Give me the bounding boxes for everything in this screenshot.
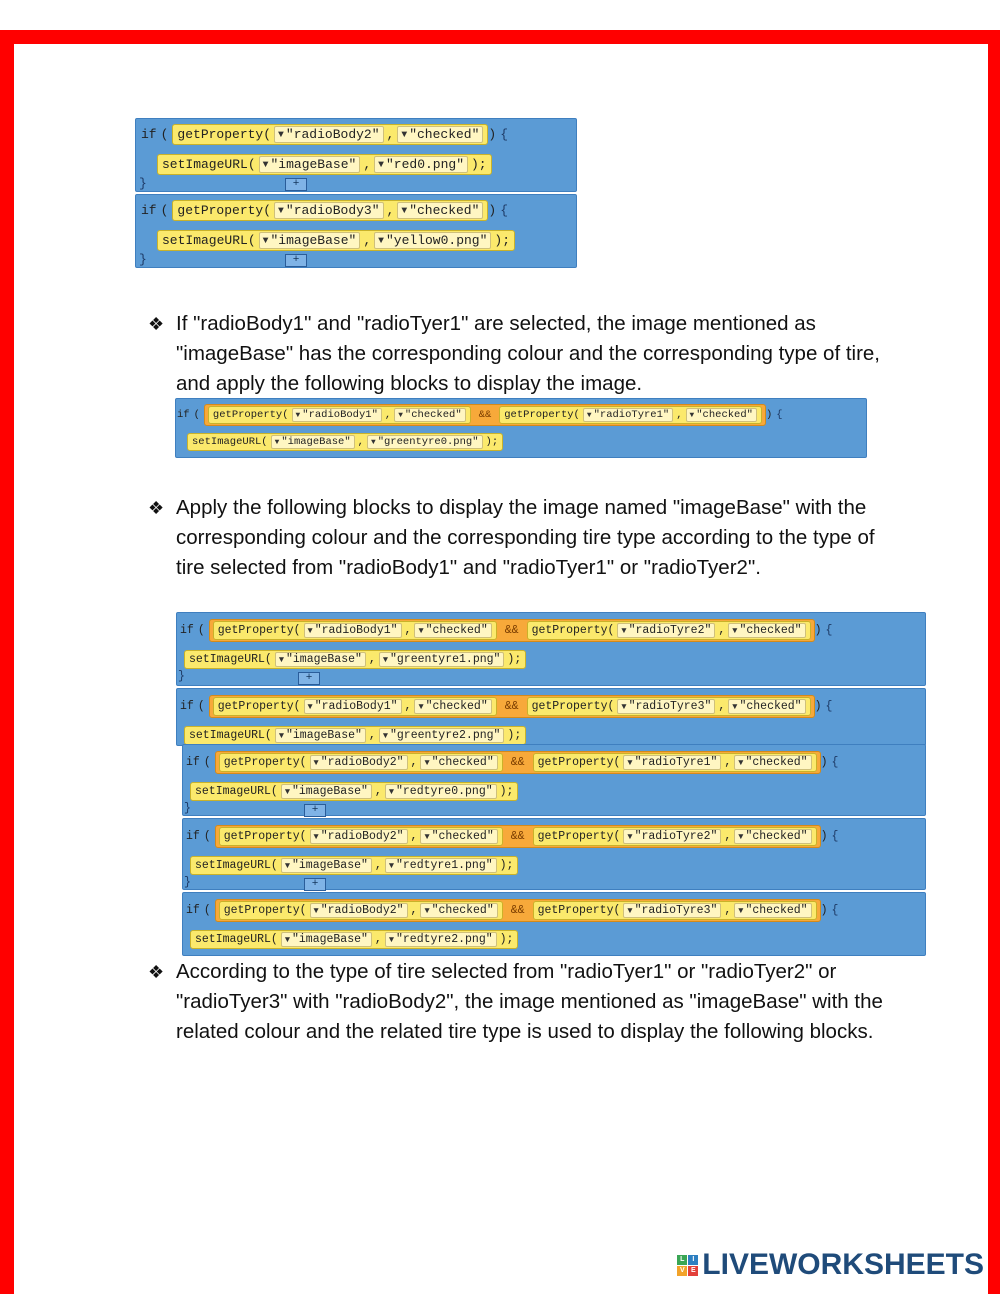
string-argument <box>275 728 366 743</box>
string-argument <box>686 408 757 422</box>
argument-value: "greentyre0.png" <box>377 436 479 448</box>
dropdown-arrow-icon: ▼ <box>262 235 269 246</box>
logo-wordmark: LIVEWORKSHEETS <box>702 1248 984 1281</box>
semicolon: ); <box>507 729 522 742</box>
comma: , <box>724 904 732 917</box>
string-argument <box>379 728 505 743</box>
paren-close: ) <box>820 830 828 843</box>
argument-value: "radioBody2" <box>320 904 404 917</box>
dropdown-arrow-icon: ▼ <box>307 701 313 712</box>
comma: , <box>724 756 732 769</box>
semicolon: ); <box>485 436 499 448</box>
argument-value: "imageBase" <box>281 436 351 448</box>
dropdown-arrow-icon: ▼ <box>738 831 744 842</box>
paren-close: ) <box>488 203 497 218</box>
comma: , <box>676 409 683 421</box>
string-argument <box>310 903 408 918</box>
function-name: getProperty( <box>212 409 289 421</box>
and-operator: && <box>504 624 519 637</box>
dropdown-arrow-icon: ▼ <box>738 757 744 768</box>
comma: , <box>404 624 412 637</box>
comma: , <box>374 859 382 872</box>
string-argument <box>397 126 483 143</box>
function-name: getProperty( <box>223 756 307 769</box>
dropdown-arrow-icon: ▼ <box>418 701 424 712</box>
argument-value: "imageBase" <box>286 729 362 742</box>
string-argument <box>385 784 497 799</box>
add-block-button[interactable]: + <box>304 878 326 891</box>
argument-value: "radioTyre1" <box>593 409 670 421</box>
string-argument <box>385 932 497 947</box>
semicolon: ); <box>471 157 487 172</box>
function-name: setImageURL( <box>162 233 256 248</box>
dropdown-arrow-icon: ▼ <box>295 410 301 420</box>
if-keyword: if <box>180 700 194 713</box>
string-argument <box>385 858 497 873</box>
dropdown-arrow-icon: ▼ <box>732 625 738 636</box>
string-argument <box>259 232 361 249</box>
argument-value: "imageBase" <box>292 933 368 946</box>
argument-value: "radioTyre1" <box>634 756 718 769</box>
paren-open: ( <box>160 203 169 218</box>
dropdown-arrow-icon: ▼ <box>382 654 388 665</box>
dropdown-arrow-icon: ▼ <box>621 625 627 636</box>
dropdown-arrow-icon: ▼ <box>424 757 430 768</box>
comma: , <box>718 700 726 713</box>
string-argument <box>374 156 468 173</box>
if-header-line <box>186 899 838 922</box>
argument-value: "radioBody2" <box>320 830 404 843</box>
string-argument <box>379 652 505 667</box>
comma: , <box>363 233 372 248</box>
argument-value: "imageBase" <box>270 157 357 172</box>
brace-open: { <box>831 830 839 843</box>
function-name: getProperty( <box>217 624 301 637</box>
brace-open: { <box>831 904 839 917</box>
instruction-text-3: According to the type of tire selected from "radioTyer1" or "radioTyer2" or "radioTyer3" with "radioBody2", the image mentioned as "imageBase" with the related colour and the related tire type is used to display the following blocks. <box>176 960 883 1043</box>
code-blocks-greentyre0 <box>175 398 867 460</box>
paren-close: ) <box>814 624 822 637</box>
string-argument <box>623 903 721 918</box>
string-argument <box>304 623 402 638</box>
and-operator: && <box>510 904 525 917</box>
function-call-block <box>190 856 518 875</box>
comma: , <box>410 830 418 843</box>
string-argument <box>734 755 811 770</box>
string-argument <box>734 829 811 844</box>
diamond-bullet-icon: ❖ <box>148 498 165 518</box>
liveworksheets-logo <box>677 1248 984 1282</box>
comma: , <box>386 127 395 142</box>
dropdown-arrow-icon: ▼ <box>278 730 284 741</box>
dropdown-arrow-icon: ▼ <box>418 625 424 636</box>
dropdown-arrow-icon: ▼ <box>313 831 319 842</box>
function-name: getProperty( <box>504 409 580 421</box>
string-argument <box>623 755 721 770</box>
function-name: getProperty( <box>537 756 621 769</box>
argument-value: "checked" <box>404 409 462 421</box>
statement-line <box>187 433 503 451</box>
function-name: setImageURL( <box>195 933 278 946</box>
function-name: getProperty( <box>537 830 621 843</box>
if-keyword: if <box>186 756 200 769</box>
function-name: getProperty( <box>223 830 307 843</box>
dropdown-arrow-icon: ▼ <box>388 860 394 871</box>
function-name: setImageURL( <box>162 157 256 172</box>
dropdown-arrow-icon: ▼ <box>398 410 403 420</box>
argument-value: "radioBody1" <box>314 700 398 713</box>
brace-open: { <box>500 127 509 142</box>
if-keyword: if <box>177 409 190 421</box>
string-argument <box>394 408 465 422</box>
add-block-button[interactable]: + <box>285 254 307 267</box>
function-name: getProperty( <box>217 700 301 713</box>
dropdown-arrow-icon: ▼ <box>307 625 313 636</box>
brace-close: } <box>178 670 185 683</box>
and-operator: && <box>510 756 525 769</box>
if-header-line <box>180 619 832 642</box>
dropdown-arrow-icon: ▼ <box>284 934 290 945</box>
dropdown-arrow-icon: ▼ <box>424 905 430 916</box>
string-argument <box>414 699 491 714</box>
comma: , <box>374 933 382 946</box>
comma: , <box>374 785 382 798</box>
string-argument <box>259 156 361 173</box>
if-keyword: if <box>180 624 194 637</box>
function-call-block <box>172 124 488 145</box>
brace-open: { <box>831 756 839 769</box>
function-name: setImageURL( <box>195 785 278 798</box>
string-argument <box>274 202 383 219</box>
and-operator: && <box>478 409 492 421</box>
logo-tiles-icon: L I V E <box>677 1255 698 1276</box>
statement-line <box>184 650 526 669</box>
string-argument <box>728 623 805 638</box>
string-argument <box>367 435 483 449</box>
function-name: getProperty( <box>531 624 615 637</box>
argument-value: "checked" <box>409 203 480 218</box>
dropdown-arrow-icon: ▼ <box>738 905 744 916</box>
and-condition-block <box>209 695 815 718</box>
paren-open: ( <box>197 624 205 637</box>
if-keyword: if <box>186 830 200 843</box>
comma: , <box>357 436 364 448</box>
dropdown-arrow-icon: ▼ <box>262 159 269 170</box>
string-argument <box>275 652 366 667</box>
comma: , <box>410 904 418 917</box>
argument-value: "checked" <box>425 700 488 713</box>
paren-close: ) <box>814 700 822 713</box>
argument-value: "radioBody2" <box>320 756 404 769</box>
add-block-button[interactable]: + <box>285 178 307 191</box>
and-operator: && <box>510 830 525 843</box>
comma: , <box>386 203 395 218</box>
function-call-block <box>213 697 497 716</box>
if-keyword: if <box>186 904 200 917</box>
function-call-block <box>190 930 518 949</box>
string-argument <box>310 829 408 844</box>
function-call-block <box>172 200 488 221</box>
statement-line <box>190 782 518 801</box>
statement-line <box>190 930 518 949</box>
string-argument <box>292 408 382 422</box>
function-call-block <box>533 753 817 772</box>
function-call-block <box>219 827 503 846</box>
dropdown-arrow-icon: ▼ <box>378 235 384 246</box>
dropdown-arrow-icon: ▼ <box>278 129 284 140</box>
diamond-bullet-icon: ❖ <box>148 962 165 982</box>
function-call-block <box>533 901 817 920</box>
function-call-block <box>499 406 762 424</box>
argument-value: "redtyre1.png" <box>396 859 493 872</box>
function-call-block <box>184 726 526 745</box>
brace-open: { <box>825 624 833 637</box>
function-call-block <box>219 753 503 772</box>
comma: , <box>718 624 726 637</box>
comma: , <box>368 653 376 666</box>
dropdown-arrow-icon: ▼ <box>621 701 627 712</box>
dropdown-arrow-icon: ▼ <box>627 831 633 842</box>
and-condition-block <box>204 404 766 426</box>
dropdown-arrow-icon: ▼ <box>401 129 408 140</box>
argument-value: "greentyre2.png" <box>390 729 501 742</box>
function-name: getProperty( <box>537 904 621 917</box>
argument-value: "yellow0.png" <box>385 233 488 248</box>
argument-value: "checked" <box>431 756 494 769</box>
string-argument <box>734 903 811 918</box>
instruction-text-1: If "radioBody1" and "radioTyer1" are selected, the image mentioned as "imageBase" has the corresponding colour and the corresponding type of tire, and apply the following blocks to display the image. <box>176 312 881 395</box>
instruction-bullet-1 <box>148 309 888 399</box>
if-keyword: if <box>141 127 157 142</box>
string-argument <box>420 903 497 918</box>
brace-close: } <box>139 252 147 267</box>
dropdown-arrow-icon: ▼ <box>370 437 376 447</box>
argument-value: "redtyre0.png" <box>396 785 493 798</box>
add-block-button[interactable]: + <box>298 672 320 685</box>
argument-value: "imageBase" <box>286 653 362 666</box>
argument-value: "radioBody1" <box>302 409 378 421</box>
function-name: setImageURL( <box>195 859 278 872</box>
brace-open: { <box>825 700 833 713</box>
function-call-block <box>184 650 526 669</box>
if-keyword: if <box>141 203 157 218</box>
argument-value: "checked" <box>745 830 808 843</box>
if-header-line <box>186 751 838 774</box>
dropdown-arrow-icon: ▼ <box>382 730 388 741</box>
brace-open: { <box>500 203 509 218</box>
dropdown-arrow-icon: ▼ <box>284 786 290 797</box>
paren-close: ) <box>765 409 773 421</box>
if-header-line <box>186 825 838 848</box>
string-argument <box>420 829 497 844</box>
instruction-bullet-3 <box>148 957 888 1047</box>
comma: , <box>384 409 392 421</box>
comma: , <box>410 756 418 769</box>
function-name: getProperty( <box>531 700 615 713</box>
function-name: setImageURL( <box>192 436 268 448</box>
string-argument <box>617 623 715 638</box>
string-argument <box>281 858 372 873</box>
string-argument <box>617 699 715 714</box>
argument-value: "radioBody3" <box>285 203 380 218</box>
string-argument <box>374 232 491 249</box>
dropdown-arrow-icon: ▼ <box>627 757 633 768</box>
string-argument <box>274 126 383 143</box>
semicolon: ); <box>507 653 522 666</box>
and-condition-block <box>215 751 821 774</box>
brace-close: } <box>184 802 191 815</box>
argument-value: "checked" <box>696 409 753 421</box>
argument-value: "checked" <box>745 904 808 917</box>
function-call-block <box>527 697 811 716</box>
string-argument <box>583 408 673 422</box>
argument-value: "radioTyre3" <box>628 700 712 713</box>
dropdown-arrow-icon: ▼ <box>401 205 408 216</box>
and-condition-block <box>209 619 815 642</box>
function-call-block <box>187 433 503 451</box>
dropdown-arrow-icon: ▼ <box>586 410 592 420</box>
function-name: getProperty( <box>177 127 272 142</box>
dropdown-arrow-icon: ▼ <box>388 934 394 945</box>
semicolon: ); <box>499 933 514 946</box>
argument-value: "imageBase" <box>292 859 368 872</box>
comma: , <box>404 700 412 713</box>
statement-line <box>157 230 515 251</box>
dropdown-arrow-icon: ▼ <box>284 860 290 871</box>
diamond-bullet-icon: ❖ <box>148 314 165 334</box>
statement-line <box>157 154 492 175</box>
function-call-block <box>190 782 518 801</box>
add-block-button[interactable]: + <box>304 804 326 817</box>
argument-value: "radioBody2" <box>285 127 380 142</box>
statement-line <box>184 726 526 745</box>
function-call-block <box>157 154 492 175</box>
string-argument <box>414 623 491 638</box>
function-call-block <box>527 621 811 640</box>
argument-value: "radioBody1" <box>314 624 398 637</box>
argument-value: "checked" <box>431 830 494 843</box>
string-argument <box>281 932 372 947</box>
function-name: getProperty( <box>177 203 272 218</box>
paren-open: ( <box>203 830 211 843</box>
paren-open: ( <box>197 700 205 713</box>
paren-open: ( <box>203 904 211 917</box>
function-name: getProperty( <box>223 904 307 917</box>
argument-value: "checked" <box>739 624 802 637</box>
dropdown-arrow-icon: ▼ <box>278 205 284 216</box>
semicolon: ); <box>499 859 514 872</box>
dropdown-arrow-icon: ▼ <box>274 437 280 447</box>
dropdown-arrow-icon: ▼ <box>278 654 284 665</box>
and-condition-block <box>215 825 821 848</box>
string-argument <box>728 699 805 714</box>
dropdown-arrow-icon: ▼ <box>313 757 319 768</box>
argument-value: "greentyre1.png" <box>390 653 501 666</box>
dropdown-arrow-icon: ▼ <box>378 159 384 170</box>
if-header-line <box>141 200 508 221</box>
function-name: setImageURL( <box>189 729 272 742</box>
argument-value: "radioTyre2" <box>634 830 718 843</box>
paren-close: ) <box>488 127 497 142</box>
paren-open: ( <box>203 756 211 769</box>
dropdown-arrow-icon: ▼ <box>424 831 430 842</box>
comma: , <box>724 830 732 843</box>
argument-value: "imageBase" <box>270 233 357 248</box>
string-argument <box>271 435 355 449</box>
argument-value: "checked" <box>431 904 494 917</box>
function-name: setImageURL( <box>189 653 272 666</box>
argument-value: "checked" <box>745 756 808 769</box>
string-argument <box>310 755 408 770</box>
string-argument <box>281 784 372 799</box>
code-blocks-tyre-combinations <box>176 612 928 957</box>
code-blocks-red-yellow <box>135 118 577 268</box>
function-call-block <box>208 406 471 424</box>
dropdown-arrow-icon: ▼ <box>689 410 695 420</box>
brace-close: } <box>139 176 147 191</box>
and-condition-block <box>215 899 821 922</box>
function-call-block <box>157 230 515 251</box>
function-call-block <box>213 621 497 640</box>
semicolon: ); <box>494 233 511 248</box>
string-argument <box>420 755 497 770</box>
if-header-line <box>180 695 832 718</box>
brace-close: } <box>184 876 191 889</box>
if-header-line <box>141 124 508 145</box>
if-header-line <box>177 404 783 426</box>
string-argument <box>397 202 483 219</box>
argument-value: "checked" <box>409 127 480 142</box>
semicolon: ); <box>499 785 514 798</box>
function-call-block <box>219 901 503 920</box>
argument-value: "red0.png" <box>385 157 464 172</box>
instruction-text-2: Apply the following blocks to display the image named "imageBase" with the corresponding colour and the corresponding tire type according to the type of tire selected from "radioBody1" and "radioTyer1" or "radioTyer2". <box>176 496 875 579</box>
paren-open: ( <box>193 409 200 421</box>
paren-close: ) <box>820 756 828 769</box>
argument-value: "radioTyre2" <box>628 624 712 637</box>
dropdown-arrow-icon: ▼ <box>388 786 394 797</box>
instruction-bullet-2 <box>148 493 888 583</box>
string-argument <box>304 699 402 714</box>
statement-line <box>190 856 518 875</box>
comma: , <box>368 729 376 742</box>
dropdown-arrow-icon: ▼ <box>627 905 633 916</box>
string-argument <box>623 829 721 844</box>
and-operator: && <box>504 700 519 713</box>
argument-value: "checked" <box>425 624 488 637</box>
argument-value: "checked" <box>739 700 802 713</box>
paren-close: ) <box>820 904 828 917</box>
argument-value: "radioTyre3" <box>634 904 718 917</box>
paren-open: ( <box>160 127 169 142</box>
argument-value: "redtyre2.png" <box>396 933 493 946</box>
function-call-block <box>533 827 817 846</box>
brace-open: { <box>776 409 783 421</box>
argument-value: "imageBase" <box>292 785 368 798</box>
comma: , <box>363 157 372 172</box>
dropdown-arrow-icon: ▼ <box>732 701 738 712</box>
dropdown-arrow-icon: ▼ <box>313 905 319 916</box>
